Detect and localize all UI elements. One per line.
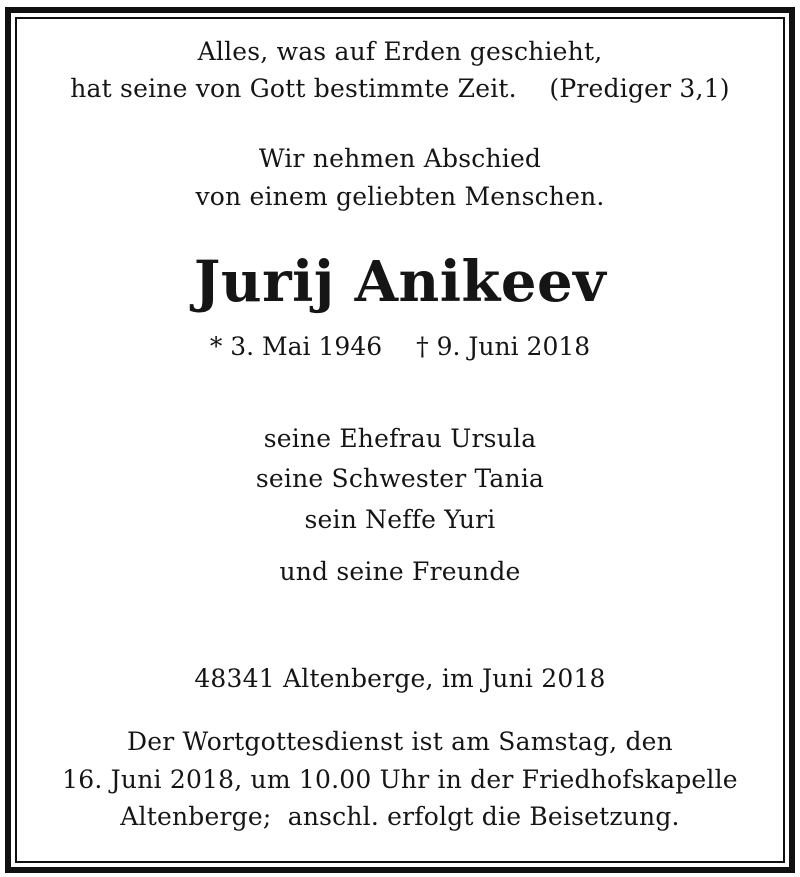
- death-date: † 9. Juni 2018: [416, 332, 591, 361]
- mourner-4: und seine Freunde: [279, 557, 521, 586]
- quote-line-2: [0, 73, 800, 105]
- service-line-2: 16. Juni 2018, um 10.00 Uhr in der Friedhofskapelle: [62, 765, 738, 794]
- mourner-1: seine Ehefrau Ursula: [263, 424, 537, 453]
- quote-text: hat seine von Gott bestimmte Zeit.: [70, 74, 517, 103]
- life-dates: [0, 331, 800, 363]
- place-date: 48341 Altenberge, im Juni 2018: [194, 664, 606, 693]
- birth-date: * 3. Mai 1946: [209, 332, 383, 361]
- service-line-1: Der Wortgottesdienst ist am Samstag, den: [127, 727, 673, 756]
- service-line-3: Altenberge; anschl. erfolgt die Beisetzung.: [120, 802, 680, 831]
- farewell-line-1: Wir nehmen Abschied: [258, 144, 542, 173]
- mourner-3: sein Neffe Yuri: [304, 505, 496, 534]
- quote-line-1: Alles, was auf Erden geschieht,: [197, 37, 603, 66]
- mourner-2: seine Schwester Tania: [255, 464, 545, 493]
- deceased-name: Jurij Anikeev: [193, 249, 607, 315]
- quote-source: (Prediger 3,1): [549, 74, 730, 103]
- farewell-line-2: von einem geliebten Menschen.: [195, 182, 605, 211]
